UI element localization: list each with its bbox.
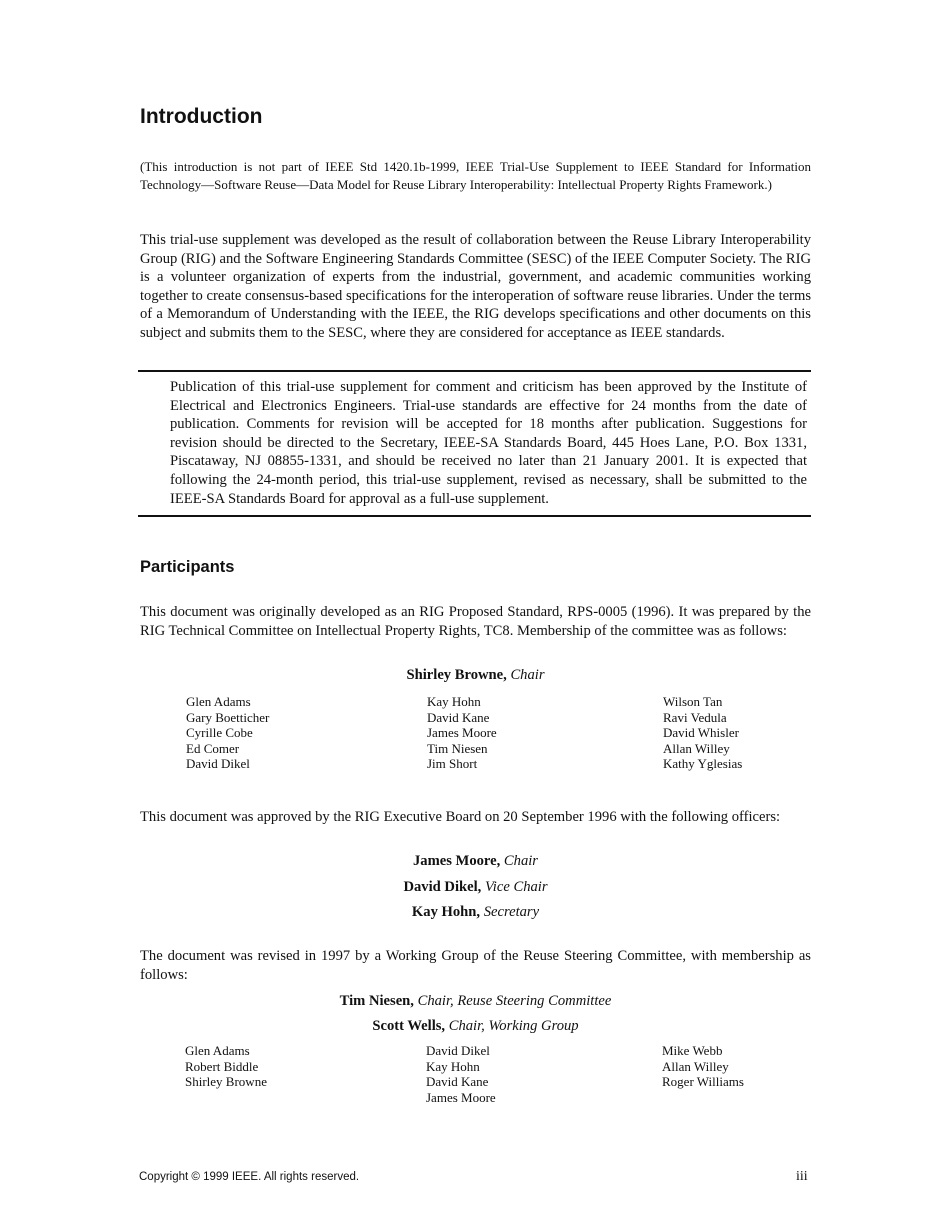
member-name: David Kane: [426, 1074, 489, 1089]
tc8-members-column-3: [663, 694, 742, 772]
officer-role: Chair: [503, 853, 538, 869]
member-name: Mike Webb: [662, 1043, 723, 1058]
member-name: Allan Willey: [663, 740, 730, 756]
trial-use-notice-text: Publication of this trial-use supplement for comment and criticism has been approved by the Institute of Electrical and Electronics Engineers. Trial-use standards are effective for 24 months from the date of publication. Comments for revision will be accepted for 18 months after publication. Suggestions for revision should be directed to the Secretary, IEEE-SA Standards Board, 445 Hoes Lane, P.O. Box 1331, Piscataway, NJ 08855-1331, and should be received no later than 21 January 2001. It is expected that following the 24-month period, this trial-use supplement, revised as necessary, shall be submitted to the IEEE-SA Standards Board for approval as a full-use supplement.: [170, 379, 807, 507]
member-name: Kathy Yglesias: [663, 756, 743, 771]
wg-leader-name: Scott Wells,: [372, 1018, 446, 1034]
participants-paragraph-2: This document was approved by the RIG Executive Board on 20 September 1996 with the following officers:: [140, 809, 781, 825]
member-name: David Whisler: [663, 725, 739, 740]
officer-line: [140, 878, 811, 896]
officer-role: Vice Chair: [484, 879, 548, 895]
tc8-chair-line: [140, 666, 811, 684]
page-number: iii: [796, 1169, 808, 1184]
member-name: Jim Short: [427, 756, 478, 771]
participants-paragraph-3: The document was revised in 1997 by a Working Group of the Reuse Steering Committee, with membership as follows:: [140, 948, 811, 983]
officer-role: Secretary: [483, 904, 540, 920]
participants-paragraph-1: This document was originally developed as an RIG Proposed Standard, RPS-0005 (1996). It was prepared by the RIG Technical Committee on Intellectual Property Rights, TC8. Membership of the committee was as follows:: [140, 604, 811, 639]
member-name: Allan Willey: [662, 1058, 729, 1074]
member-name: Ed Comer: [186, 740, 240, 756]
member-name: James Moore: [427, 725, 497, 740]
member-name: Ravi Vedula: [663, 709, 727, 725]
member-name: Cyrille Cobe: [186, 725, 253, 740]
copyright-footer: Copyright © 1999 IEEE. All rights reserved.: [139, 1171, 360, 1183]
tc8-members-column-2: [427, 694, 497, 772]
participants-heading: Participants: [140, 558, 235, 576]
member-name: Robert Biddle: [185, 1058, 259, 1074]
member-name: David Kane: [427, 709, 490, 725]
introduction-note: (This introduction is not part of IEEE Std 1420.1b-1999, IEEE Trial-Use Supplement to IEEE Standard for Information Technology—Software Reuse—Data Model for Reuse Library Interoperability: Intellectual Property Rights Framework.): [140, 159, 811, 192]
member-name: Kay Hohn: [426, 1058, 480, 1074]
introduction-paragraph: This trial-use supplement was developed as the result of collaboration between the Reuse Library Interoperability Group (RIG) and the Software Engineering Standards Committee (SESC) of the IEEE Computer Society. The RIG is a volunteer organization of experts from the industrial, government, and academic communities working together to create consensus-based specifications for the interoperation of software reuse libraries. Under the terms of a Memorandum of Understanding with the IEEE, the RIG develops specifications and other documents on this subject and submits them to the SESC, where they are considered for acceptance as IEEE standards.: [140, 232, 811, 341]
member-name: David Dikel: [426, 1043, 490, 1058]
member-name: Wilson Tan: [663, 694, 723, 709]
member-name: Roger Williams: [662, 1074, 744, 1089]
officer-name: David Dikel,: [403, 879, 482, 895]
tc8-chair-role: Chair: [510, 667, 545, 683]
tc8-members-column-1: [186, 694, 269, 772]
member-name: James Moore: [426, 1089, 496, 1105]
wg-leader-line: [140, 992, 811, 1010]
member-name: Glen Adams: [185, 1043, 250, 1058]
member-name: David Dikel: [186, 756, 250, 771]
tc8-chair-name: Shirley Browne,: [406, 667, 507, 683]
member-name: Glen Adams: [186, 694, 251, 709]
officer-line: [140, 852, 811, 870]
trial-use-notice-box: [138, 370, 811, 517]
wg-leader-role: Chair, Reuse Steering Committee: [417, 993, 612, 1009]
wg-members-column-3: [662, 1043, 744, 1090]
wg-leader-name: Tim Niesen,: [339, 993, 414, 1009]
wg-members-column-2: [426, 1043, 496, 1105]
member-name: Tim Niesen: [427, 740, 488, 756]
member-name: Shirley Browne: [185, 1074, 267, 1089]
officer-line: [140, 903, 811, 921]
introduction-heading: Introduction: [140, 105, 263, 128]
wg-leader-role: Chair, Working Group: [448, 1018, 579, 1034]
wg-leader-line: [140, 1017, 811, 1035]
member-name: Gary Boetticher: [186, 709, 270, 725]
member-name: Kay Hohn: [427, 694, 481, 709]
officer-name: Kay Hohn,: [411, 904, 481, 920]
officer-name: James Moore,: [413, 853, 501, 869]
wg-members-column-1: [185, 1043, 267, 1090]
